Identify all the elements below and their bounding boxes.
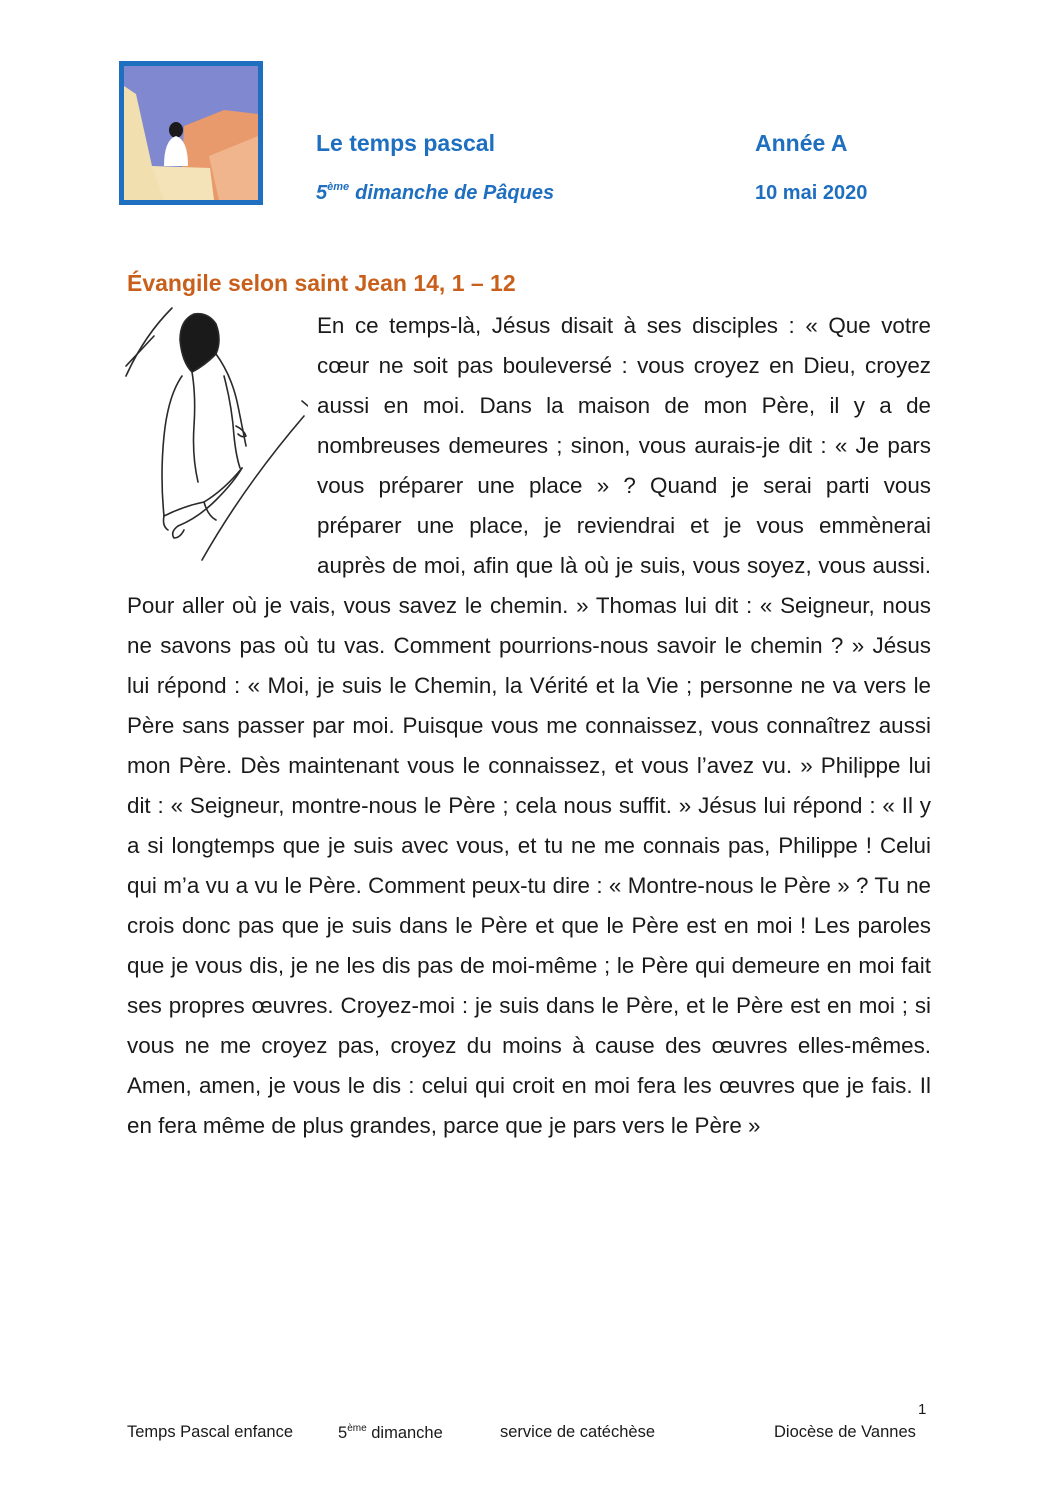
- footer-service: service de catéchèse: [500, 1423, 656, 1441]
- footer-sunday-number: 5: [338, 1424, 348, 1442]
- seated-figure-landscape-logo-icon: [119, 61, 263, 205]
- footer-sunday-suffix: ème: [347, 1423, 367, 1434]
- page-number: 1: [918, 1401, 927, 1418]
- liturgical-year: Année A: [755, 130, 848, 156]
- footer-sunday: [338, 1423, 443, 1443]
- footer-diocese: Diocèse de Vannes: [774, 1423, 916, 1441]
- gospel-title: Évangile selon saint Jean 14, 1 – 12: [127, 270, 516, 296]
- sunday-subtitle: [316, 181, 554, 205]
- gospel-body: En ce temps-là, Jésus disait à ses disciples : « Que votre cœur ne soit pas bouleversé : vous croyez en Dieu, croyez aussi en moi. Dans la maison de mon Père, il y a de nombreuses demeures ; sinon, vous aurais-je dit : « Je pars vous préparer une place » ? Quand je serai parti vous préparer une place, je reviendrai et je vous emmènerai auprès de moi, afin que là où je suis, vous soyez, vous aussi. Pour aller où je vais, vous savez le chemin. » Thomas lui dit : « Seigneur, nous ne savons pas où tu vas. Comment pourrions-nous savoir le chemin ? » Jésus lui répond : « Moi, je suis le Chemin, la Vérité et la Vie ; personne ne va vers le Père sans passer par moi. Puisque vous me connaissez, vous connaîtrez aussi mon Père. Dès maintenant vous le connaissez, et vous l’avez vu. » Philippe lui dit : « Seigneur, montre-nous le Père ; cela nous suffit. » Jésus lui répond : « Il y a si longtemps que je suis avec vous, et tu ne me connais pas, Philippe ! Celui qui m’a vu a vu le Père. Comment peux-tu dire : « Montre-nous le Père » ? Tu ne crois donc pas que je suis dans le Père et que le Père est en moi ! Les paroles que je vous dis, je ne les dis pas de moi-même ; le Père qui demeure en moi fait ses propres œuvres. Croyez-moi : je suis dans le Père, et le Père est en moi ; si vous ne me croyez pas, croyez du moins à cause des œuvres elles-mêmes. Amen, amen, je vous le dis : celui qui croit en moi fera les œuvres que je fais. Il en fera même de plus grandes, parce que je pars vers le Père »: [127, 313, 931, 1138]
- illustration-spacer: [127, 306, 317, 586]
- sunday-label: dimanche de Pâques: [355, 182, 555, 204]
- gospel-text: [127, 306, 931, 1146]
- footer-series: Temps Pascal enfance: [127, 1423, 294, 1441]
- date: 10 mai 2020: [755, 182, 868, 204]
- sunday-suffix: ème: [327, 181, 350, 193]
- sunday-number: 5: [316, 182, 328, 204]
- footer-sunday-label: dimanche: [371, 1424, 443, 1442]
- page-title: Le temps pascal: [316, 130, 495, 156]
